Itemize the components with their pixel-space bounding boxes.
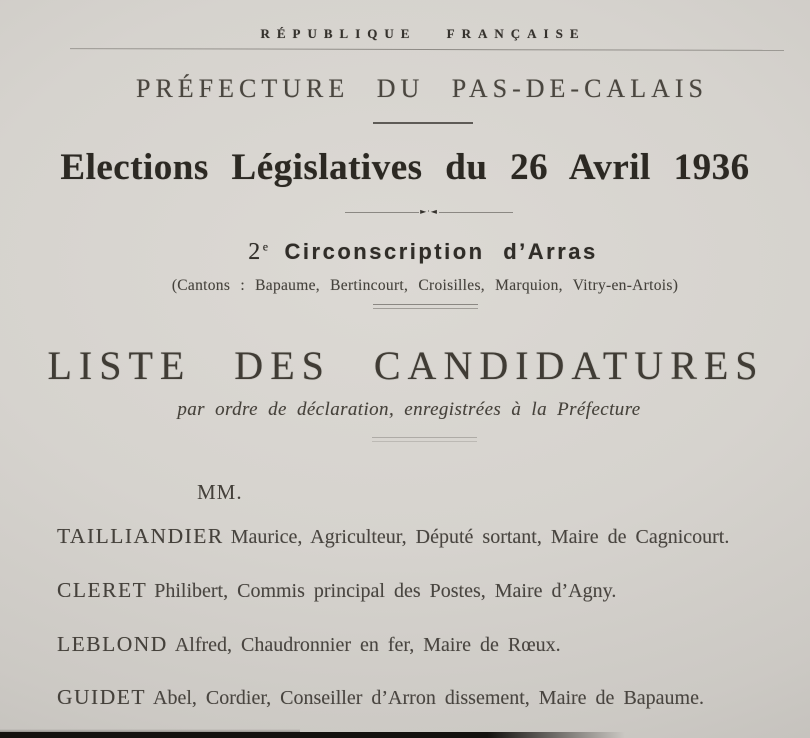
circonscription-ordinal: e (262, 239, 271, 254)
top-divider-rule (70, 48, 784, 51)
liste-candidatures-title: LISTE DES CANDIDATURES (47, 343, 765, 388)
candidate-surname: GUIDET (57, 685, 147, 709)
cantons-list: (Cantons : Bapaume, Bertincourt, Croisilles, Marquion, Vitry-en-Artois) (171, 277, 679, 294)
candidate-details: Philibert, Commis principal des Postes, Maire d’Agny. (154, 580, 617, 602)
ornament-line-left (345, 212, 419, 213)
candidate-line (57, 685, 780, 710)
liste-subtitle: par ordre de déclaration, enregistrées à la Préfecture (177, 399, 641, 420)
salutation-mm: MM. (197, 480, 243, 504)
candidate-details: Abel, Cordier, Conseiller d’Arron dissement, Maire de Bapaume. (153, 687, 704, 709)
page-edge-dark-strip (0, 732, 625, 738)
candidate-line (57, 524, 780, 549)
circonscription-number: 2 (248, 239, 263, 265)
circonscription-heading (36, 239, 810, 266)
candidate-surname: LEBLOND (57, 632, 168, 656)
candidate-surname: CLERET (57, 578, 148, 602)
arrow-ornament-divider (345, 208, 513, 216)
circonscription-label: Circonscription d’Arras (284, 239, 598, 264)
prefecture-heading: PRÉFECTURE DU PAS-DE-CALAIS (136, 74, 708, 103)
ornament-line-right (439, 212, 513, 213)
ornament-arrows: ►·◄ (420, 207, 438, 216)
prefecture-underline-rule (373, 122, 473, 124)
candidate-surname: TAILLIANDIER (57, 524, 224, 548)
candidate-details: Maurice, Agriculteur, Député sortant, Maire de Cagnicourt. (230, 526, 730, 548)
candidate-details: Alfred, Chaudronnier en fer, Maire de Rœux. (174, 634, 561, 656)
cantons-divider-rule (373, 304, 478, 309)
liste-divider-rule (372, 437, 477, 442)
candidate-line (57, 578, 780, 603)
election-title: Elections Législatives du 26 Avril 1936 (60, 147, 750, 188)
republique-heading: RÉPUBLIQUE FRANÇAISE (260, 26, 586, 41)
candidate-line (57, 632, 780, 657)
